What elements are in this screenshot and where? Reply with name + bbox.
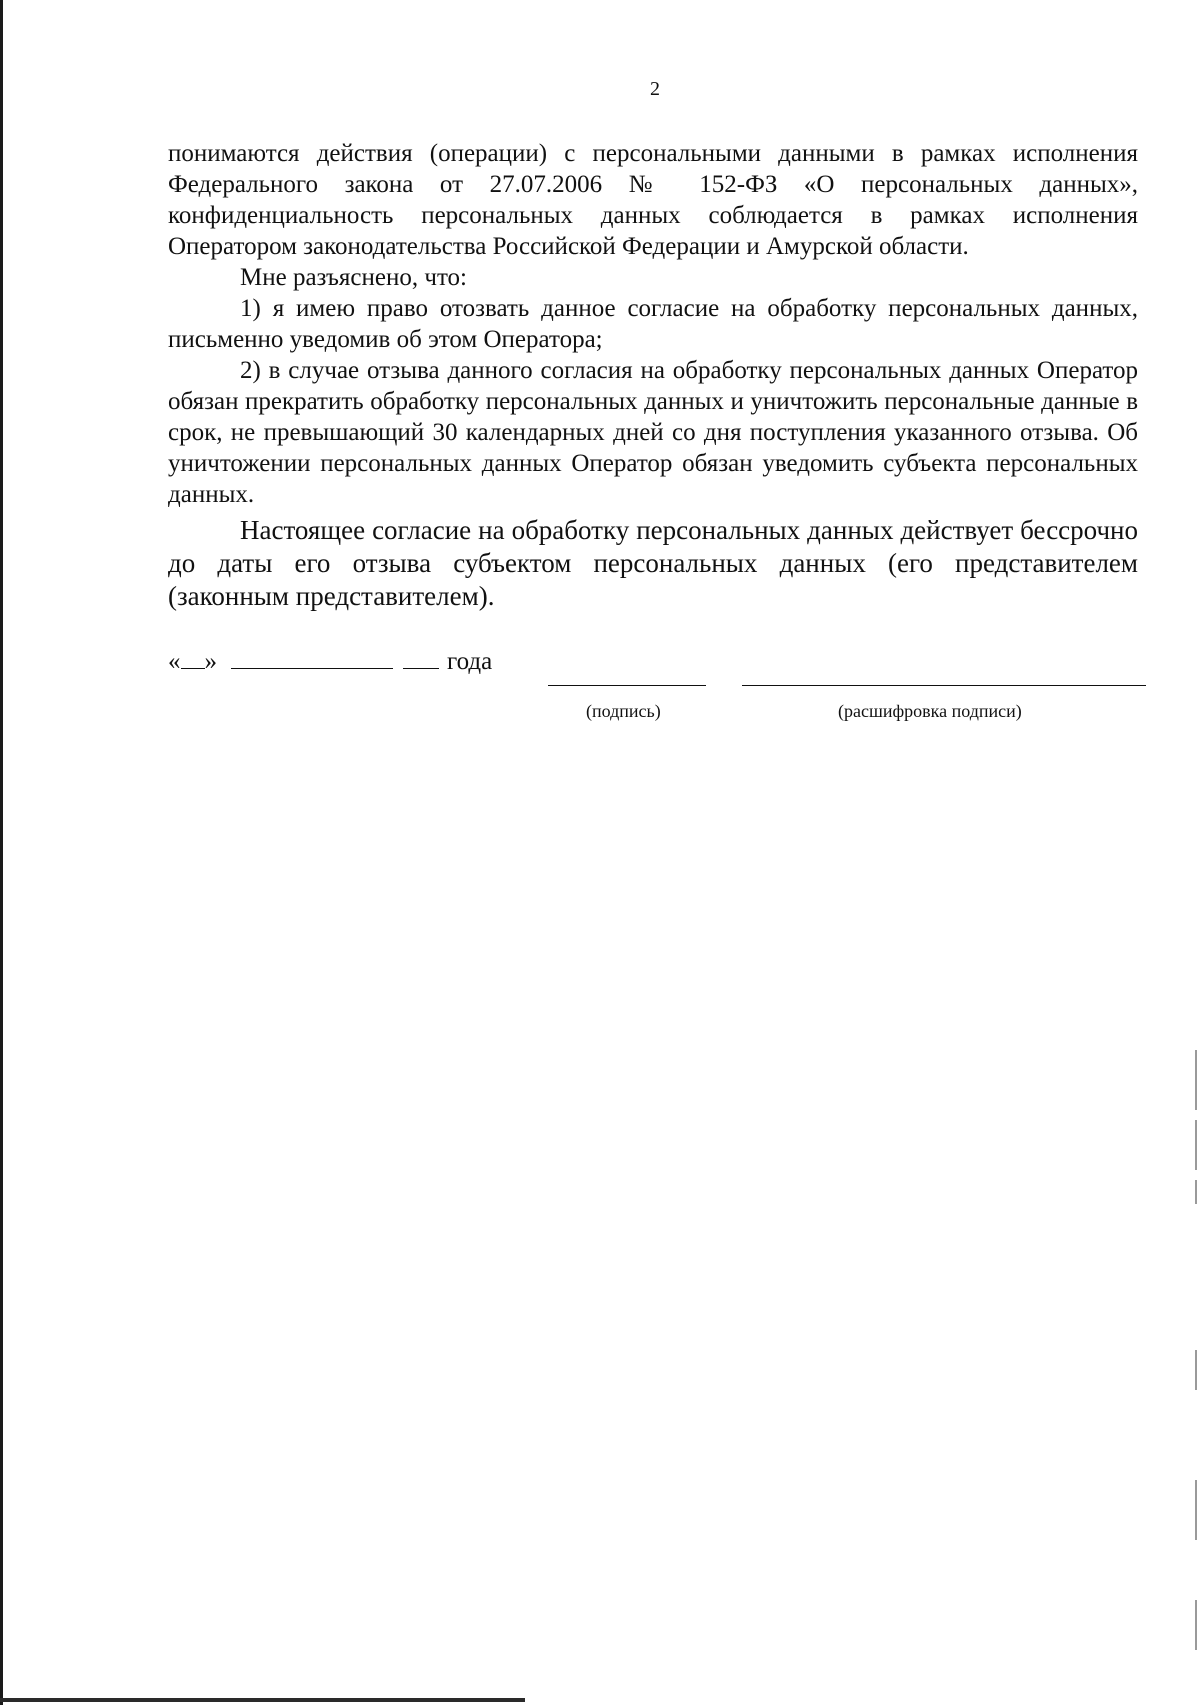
scan-artifact-mark [1195,1180,1197,1204]
scan-bottom-edge [0,1698,525,1702]
signature-decode-line[interactable] [742,685,1146,686]
date-field [168,647,492,677]
year-label: года [447,648,493,675]
scan-left-edge [0,0,3,1705]
signature-caption: (подпись) [586,701,661,721]
scan-artifact-mark [1195,1480,1197,1540]
scan-artifact-mark [1195,1050,1197,1110]
document-body [168,138,1138,613]
paragraph-explained: Мне разъяснено, что: [240,264,467,291]
day-blank[interactable] [181,648,205,669]
paragraph-continuation: понимаются действия (операции) с персональными данными в рамках исполнения Федерального закона от 27.07.2006 № 152-ФЗ «О персональных данных», конфиденциальность персональных данных соблюдается в рамках исполнения Оператором законодательства Российской Федерации и Амурской области. [168,140,1138,260]
scan-artifact-mark [1195,1600,1197,1650]
scan-artifact-mark [1195,1120,1197,1170]
scan-artifact-mark [1195,1350,1197,1390]
month-blank[interactable] [231,648,393,669]
signature-line[interactable] [548,685,706,686]
year-blank[interactable] [403,648,439,669]
signature-decode-caption: (расшифровка подписи) [838,701,1022,721]
date-open-quote: « [168,648,181,675]
paragraph-validity: Настоящее согласие на обработку персональных данных действует бессрочно до даты его отзыва субъектом персональных данных (его представителем (законным представителем). [168,515,1138,611]
paragraph-item-2: 2) в случае отзыва данного согласия на обработку персональных данных Оператор обязан прекратить обработку персональных данных и уничтожить персональные данные в срок, не превышающий 30 календарных дней со дня поступления указанного отзыва. Об уничтожении персональных данных Оператор обязан уведомить субъекта персональных данных. [168,357,1138,508]
paragraph-item-1: 1) я имею право отозвать данное согласие на обработку персональных данных, письменно уведомив об этом Оператора; [168,295,1138,353]
page-number: 2 [650,78,660,100]
date-close-quote: » [204,648,217,675]
